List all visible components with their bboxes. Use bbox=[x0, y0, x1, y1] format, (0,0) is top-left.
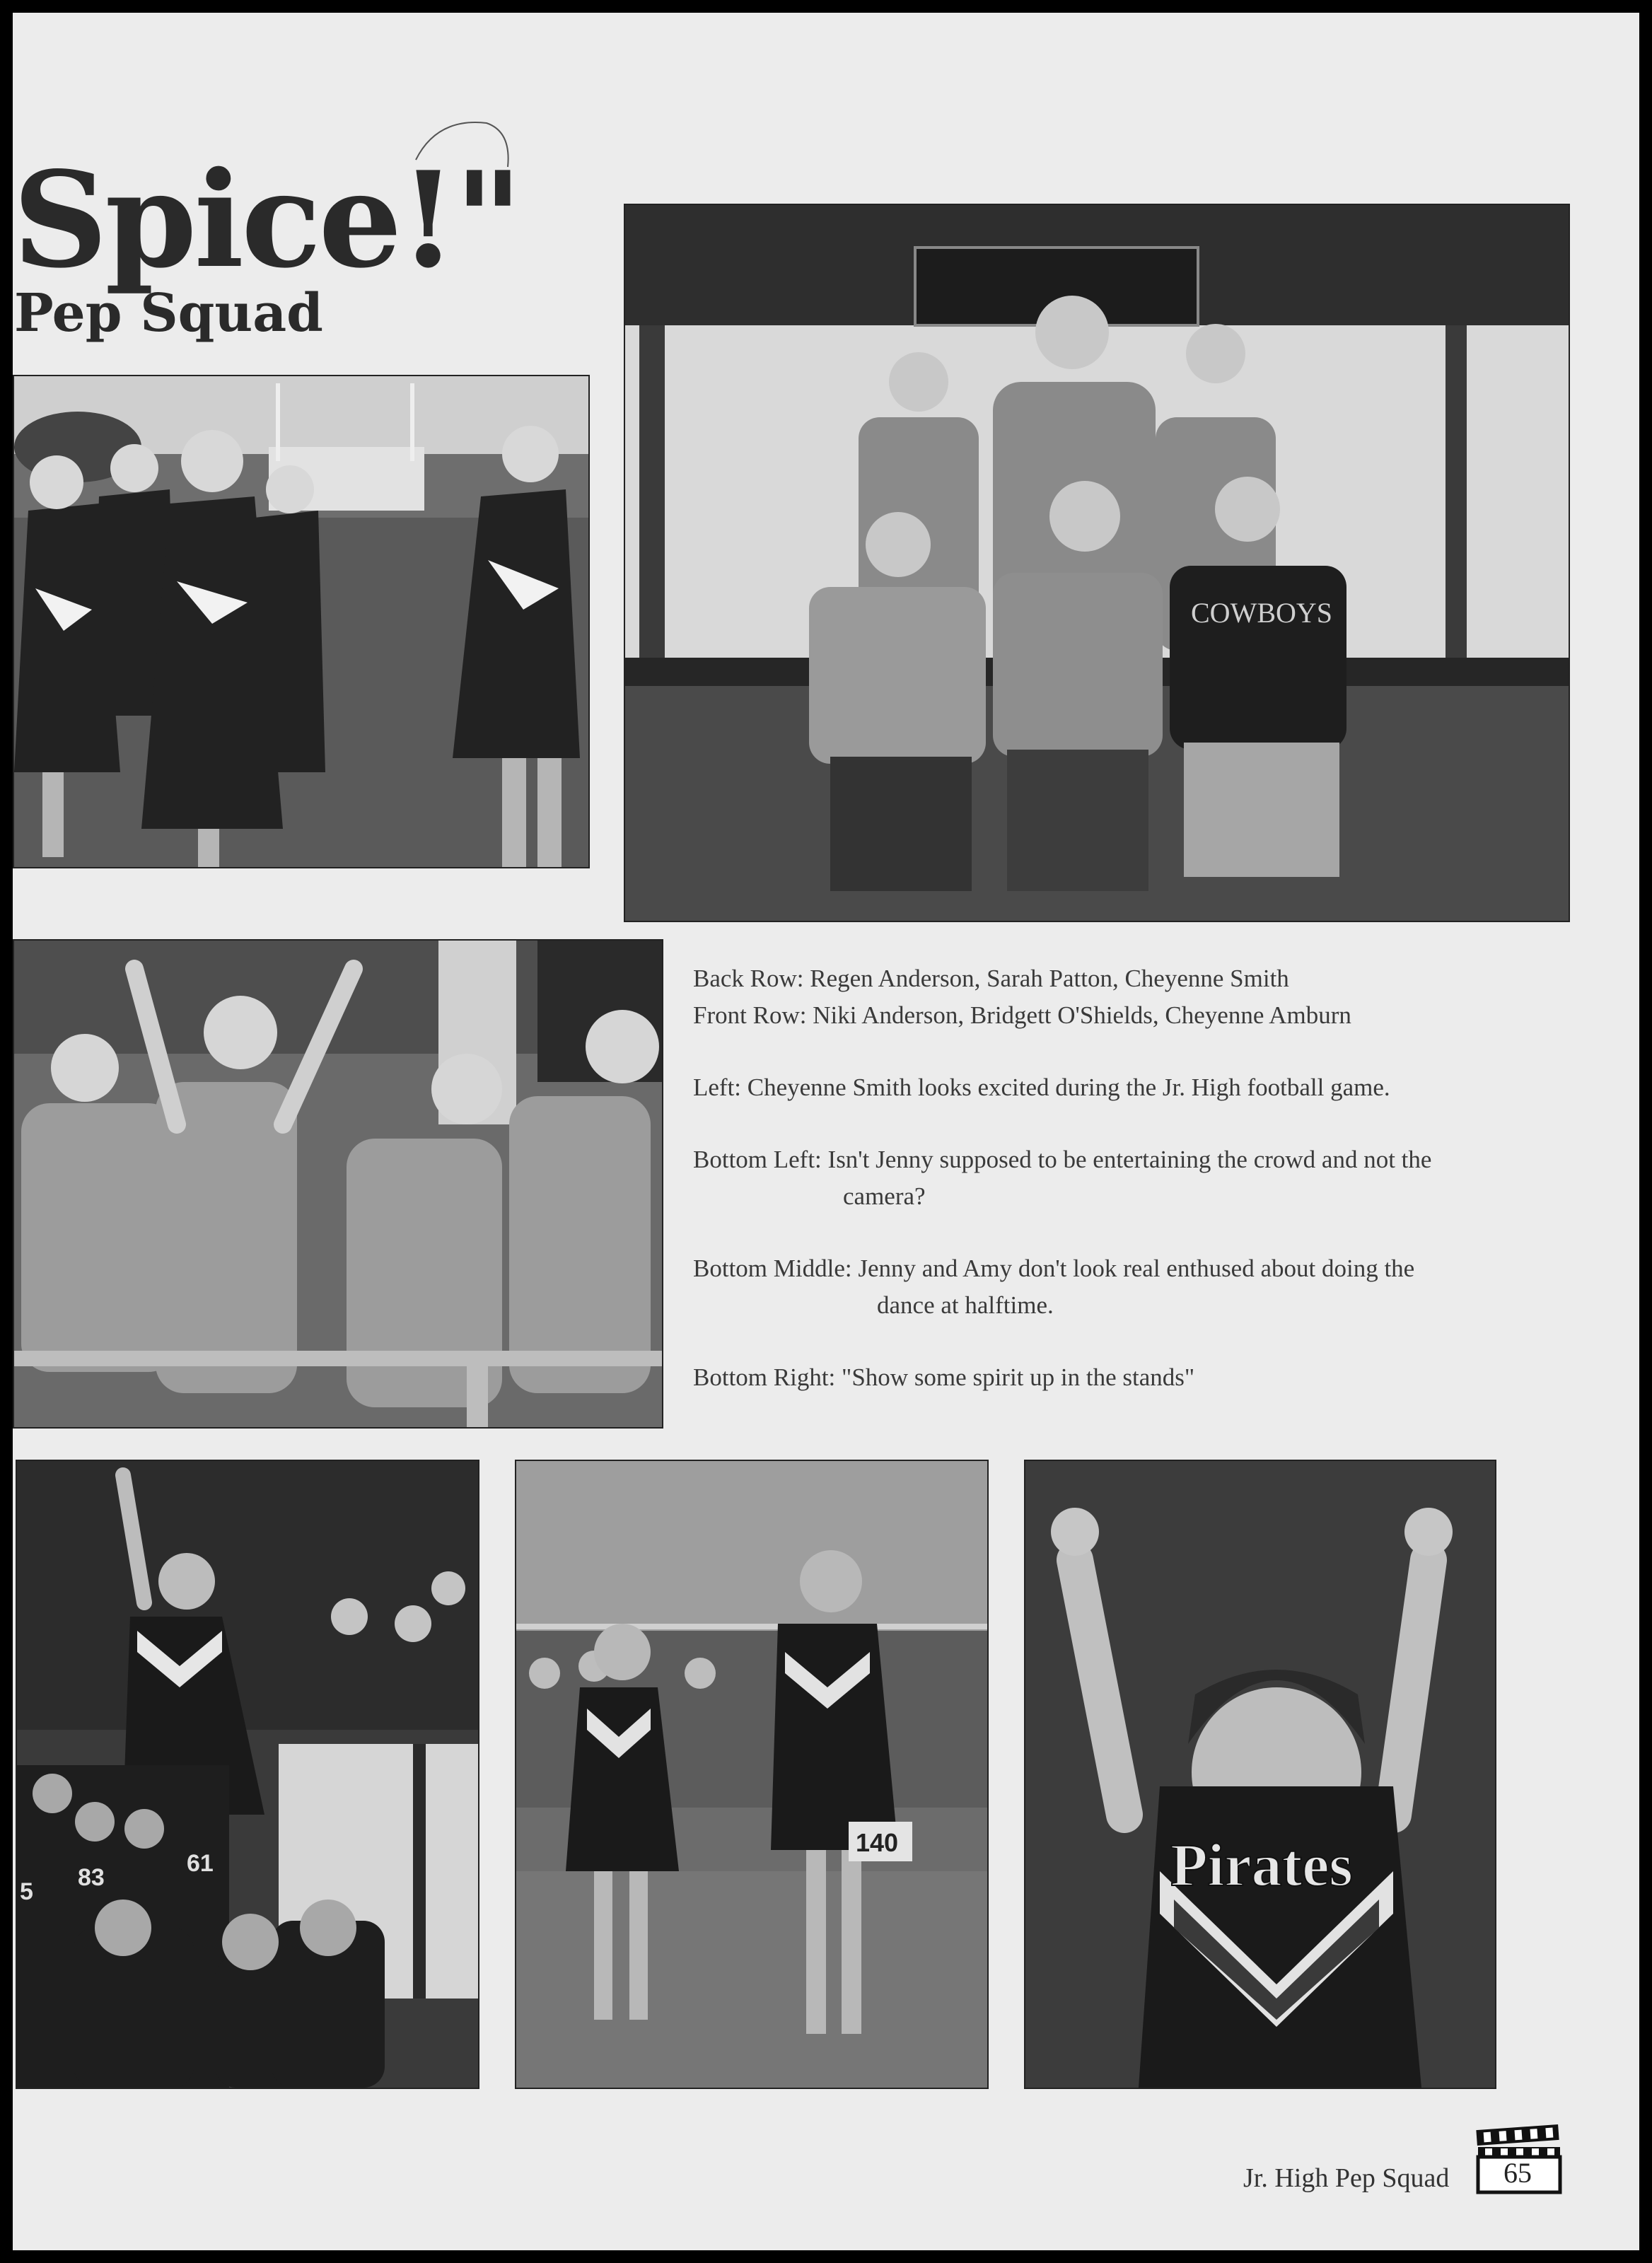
page-number: 65 bbox=[1503, 2157, 1532, 2189]
caption-back-row: Back Row: Regen Anderson, Sarah Patton, Cheyenne Smith bbox=[693, 965, 1289, 992]
caption-front-row: Front Row: Niki Anderson, Bridgett O'Shields, Cheyenne Amburn bbox=[693, 1001, 1351, 1029]
jersey-number-83: 83 bbox=[78, 1864, 105, 1891]
page-subtitle: Pep Squad bbox=[14, 283, 323, 344]
yearbook-page bbox=[13, 13, 1639, 2250]
page-title: Spice!" bbox=[13, 142, 520, 297]
jersey-number-61: 61 bbox=[187, 1850, 214, 1877]
photo-spirit-stands bbox=[1024, 1460, 1496, 2089]
caption-bottom-right: Bottom Right: "Show some spirit up in the stands" bbox=[693, 1363, 1195, 1391]
caption-bottom-left: Bottom Left: Isn't Jenny supposed to be entertaining the crowd and not the bbox=[693, 1146, 1432, 1173]
photo-stands-excited bbox=[13, 939, 663, 1429]
caption-bottom-left-cont: camera? bbox=[843, 1182, 926, 1210]
photo-captions bbox=[693, 960, 1570, 1396]
photo-halftime-dancers bbox=[515, 1460, 989, 2089]
uniform-lettering: Pirates bbox=[1170, 1831, 1353, 1899]
caption-bottom-middle-cont: dance at halftime. bbox=[877, 1291, 1054, 1319]
caption-bottom-middle: Bottom Middle: Jenny and Amy don't look real enthused about doing the bbox=[693, 1255, 1415, 1282]
photo-cheer-stunt bbox=[16, 1460, 479, 2089]
photo-field-cheerleaders bbox=[13, 375, 590, 868]
jersey-number-5: 5 bbox=[20, 1878, 33, 1905]
photo-group-portrait bbox=[624, 204, 1570, 922]
shirt-text: COWBOYS bbox=[1191, 597, 1333, 629]
caption-left: Left: Cheyenne Smith looks excited during the Jr. High football game. bbox=[693, 1074, 1390, 1101]
field-sign-number: 140 bbox=[856, 1828, 899, 1857]
footer-section-label: Jr. High Pep Squad bbox=[1243, 2163, 1450, 2193]
